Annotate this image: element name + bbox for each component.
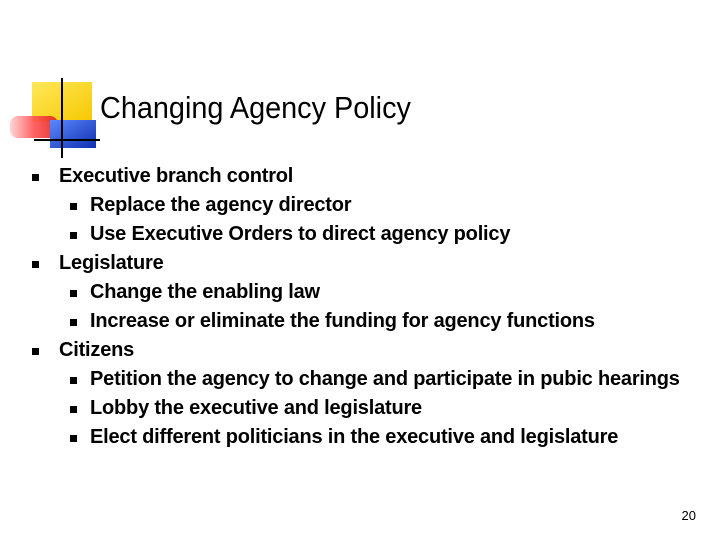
square-bullet-icon	[70, 290, 77, 297]
slide-content	[30, 162, 710, 452]
square-bullet-icon	[32, 261, 39, 268]
sub-bullet-text: Change the enabling law	[90, 281, 320, 303]
slide-decoration	[0, 0, 100, 170]
bullet-item-level2	[30, 365, 710, 394]
page-number: 20	[681, 508, 696, 523]
bullet-text: Legislature	[59, 252, 164, 274]
sub-bullet-text: Replace the agency director	[90, 194, 352, 216]
square-bullet-icon	[70, 232, 77, 239]
sub-bullet-text: Increase or eliminate the funding for agency functions	[90, 310, 595, 332]
square-bullet-icon	[70, 319, 77, 326]
bullet-text: Executive branch control	[59, 165, 294, 187]
sub-bullet-text: Use Executive Orders to direct agency policy	[90, 223, 511, 245]
square-bullet-icon	[70, 435, 77, 442]
bullet-item-level2	[30, 394, 710, 423]
bullet-item-level2	[30, 423, 710, 452]
bullet-item-level2	[30, 191, 710, 220]
square-bullet-icon	[70, 203, 77, 210]
square-bullet-icon	[70, 377, 77, 384]
bullet-item-level1	[30, 336, 710, 365]
slide-title: Changing Agency Policy	[100, 90, 411, 125]
bullet-text: Citizens	[59, 339, 135, 361]
square-bullet-icon	[70, 406, 77, 413]
blue-block	[50, 120, 96, 148]
bullet-item-level1	[30, 162, 710, 191]
bullet-item-level2	[30, 220, 710, 249]
square-bullet-icon	[32, 348, 39, 355]
sub-bullet-text: Elect different politicians in the executive and legislature	[90, 426, 619, 448]
square-bullet-icon	[32, 174, 39, 181]
bullet-item-level2	[30, 278, 710, 307]
sub-bullet-text: Lobby the executive and legislature	[90, 397, 422, 419]
bullet-item-level2	[30, 307, 710, 336]
bullet-item-level1	[30, 249, 710, 278]
sub-bullet-text: Petition the agency to change and participate in pubic hearings	[90, 368, 680, 390]
